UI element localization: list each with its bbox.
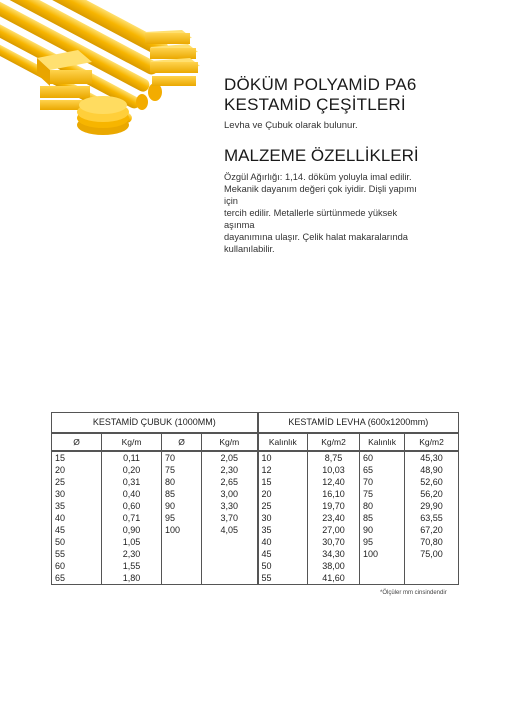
table-cell: [202, 560, 258, 572]
table-row: [52, 476, 459, 488]
table-cell: [162, 536, 202, 548]
table-cell: 34,30: [308, 548, 360, 560]
table-cell: 65: [360, 464, 405, 476]
table-cell: 15: [52, 451, 102, 464]
table-cell: [202, 548, 258, 560]
table-cell: 60: [360, 451, 405, 464]
column-headers: [52, 433, 459, 451]
table-cell: 20: [258, 488, 308, 500]
discs: [77, 96, 129, 135]
table-cell: 1,05: [102, 536, 162, 548]
table-cell: 27,00: [308, 524, 360, 536]
properties-text: [224, 171, 429, 255]
properties-line: dayanımına ulaşır. Çelik halat makaralarında: [224, 232, 408, 242]
table-cell: 100: [360, 548, 405, 560]
column-header: Kg/m: [102, 433, 162, 451]
table-cell: [162, 548, 202, 560]
sheet-caption: KESTAMİD LEVHA (600x1200mm): [258, 413, 459, 434]
table-cell: 19,70: [308, 500, 360, 512]
page-title: [224, 75, 494, 115]
table-cell: 25: [258, 500, 308, 512]
table-row: [52, 536, 459, 548]
table-cell: 45: [52, 524, 102, 536]
table-cell: [202, 536, 258, 548]
table-cell: [405, 572, 459, 585]
table-cell: 75: [162, 464, 202, 476]
properties-line: tercih edilir. Metallerle sürtünmede yüksek aşınma: [224, 208, 398, 230]
table-cell: 100: [162, 524, 202, 536]
spec-table: [51, 412, 459, 585]
column-header: Ø: [162, 433, 202, 451]
table-cell: 65: [52, 572, 102, 585]
table-cell: 70,80: [405, 536, 459, 548]
table-cell: 29,90: [405, 500, 459, 512]
table-cell: 90: [360, 524, 405, 536]
table-cell: 95: [162, 512, 202, 524]
table-cell: 15: [258, 476, 308, 488]
column-header: Ø: [52, 433, 102, 451]
subtitle: Levha ve Çubuk olarak bulunur.: [224, 120, 358, 131]
table-cell: 2,30: [102, 548, 162, 560]
table-cell: [405, 560, 459, 572]
table-cell: 0,90: [102, 524, 162, 536]
table-row: [52, 524, 459, 536]
table-cell: 35: [258, 524, 308, 536]
table-cell: 45: [258, 548, 308, 560]
table-cell: 0,20: [102, 464, 162, 476]
table-cell: 2,30: [202, 464, 258, 476]
table-cell: 0,31: [102, 476, 162, 488]
table-row: [52, 451, 459, 464]
table-cell: [162, 572, 202, 585]
table-cell: 3,70: [202, 512, 258, 524]
product-photo: [0, 0, 215, 145]
product-photo-svg: [0, 0, 215, 145]
column-header: Kalınlık: [258, 433, 308, 451]
table-cell: 35: [52, 500, 102, 512]
table-cell: 75: [360, 488, 405, 500]
table-cell: 30: [52, 488, 102, 500]
table-cell: 80: [360, 500, 405, 512]
properties-line: kullanılabilir.: [224, 244, 275, 254]
table-cell: 67,20: [405, 524, 459, 536]
table-cell: 85: [162, 488, 202, 500]
table-cell: 38,00: [308, 560, 360, 572]
properties-line: Özgül Ağırlığı: 1,14. döküm yoluyla imal edilir.: [224, 172, 412, 182]
table-cell: 10: [258, 451, 308, 464]
column-header: Kg/m2: [308, 433, 360, 451]
table-cell: 10,03: [308, 464, 360, 476]
table-cell: 60: [52, 560, 102, 572]
table-cell: 50: [52, 536, 102, 548]
table-cell: 70: [360, 476, 405, 488]
table-cell: [162, 560, 202, 572]
table-cell: 95: [360, 536, 405, 548]
footnote: *Ölçüler mm cinsindendir: [380, 590, 447, 596]
table-cell: 3,30: [202, 500, 258, 512]
table-cell: 52,60: [405, 476, 459, 488]
table-cell: 23,40: [308, 512, 360, 524]
table-cell: 55: [258, 572, 308, 585]
table-cell: 1,55: [102, 560, 162, 572]
table-cell: 2,05: [202, 451, 258, 464]
table-cell: 2,65: [202, 476, 258, 488]
table-row: [52, 572, 459, 585]
table-cell: 30,70: [308, 536, 360, 548]
table-cell: 0,71: [102, 512, 162, 524]
rod-end: [136, 94, 148, 110]
table-cell: 12,40: [308, 476, 360, 488]
table-row: [52, 500, 459, 512]
table-cell: 25: [52, 476, 102, 488]
properties-line: Mekanik dayanım değeri çok iyidir. Dişli yapımı için: [224, 184, 417, 206]
title-line-2: KESTAMİD ÇEŞİTLERİ: [224, 95, 406, 114]
rod-caption: KESTAMİD ÇUBUK (1000MM): [52, 413, 258, 434]
table-row: [52, 488, 459, 500]
table-cell: 45,30: [405, 451, 459, 464]
table-cell: 0,40: [102, 488, 162, 500]
table-cell: 41,60: [308, 572, 360, 585]
table-cell: 16,10: [308, 488, 360, 500]
properties-heading: MALZEME ÖZELLİKLERİ: [224, 146, 419, 165]
column-header: Kalınlık: [360, 433, 405, 451]
table-cell: 85: [360, 512, 405, 524]
table-cell: [360, 572, 405, 585]
table-cell: 50: [258, 560, 308, 572]
table-cell: 80: [162, 476, 202, 488]
spec-table-wrapper: [51, 412, 458, 585]
sheet-stack: [145, 30, 200, 86]
table-cell: 40: [52, 512, 102, 524]
table-cell: 56,20: [405, 488, 459, 500]
table-cell: 90: [162, 500, 202, 512]
table-cell: 0,11: [102, 451, 162, 464]
table-cell: 1,80: [102, 572, 162, 585]
table-row: [52, 548, 459, 560]
table-cell: 70: [162, 451, 202, 464]
column-header: Kg/m: [202, 433, 258, 451]
table-cell: 3,00: [202, 488, 258, 500]
title-line-1: DÖKÜM POLYAMİD PA6: [224, 75, 417, 94]
table-cell: 20: [52, 464, 102, 476]
table-cell: 55: [52, 548, 102, 560]
table-row: [52, 512, 459, 524]
table-cell: 40: [258, 536, 308, 548]
table-cell: 30: [258, 512, 308, 524]
table-cell: 48,90: [405, 464, 459, 476]
table-row: [52, 560, 459, 572]
table-cell: 4,05: [202, 524, 258, 536]
table-cell: [202, 572, 258, 585]
column-header: Kg/m2: [405, 433, 459, 451]
table-cell: 8,75: [308, 451, 360, 464]
table-cell: 75,00: [405, 548, 459, 560]
table-body: [52, 451, 459, 585]
table-cell: 0,60: [102, 500, 162, 512]
table-cell: 63,55: [405, 512, 459, 524]
table-cell: 12: [258, 464, 308, 476]
table-row: [52, 464, 459, 476]
table-cell: [360, 560, 405, 572]
